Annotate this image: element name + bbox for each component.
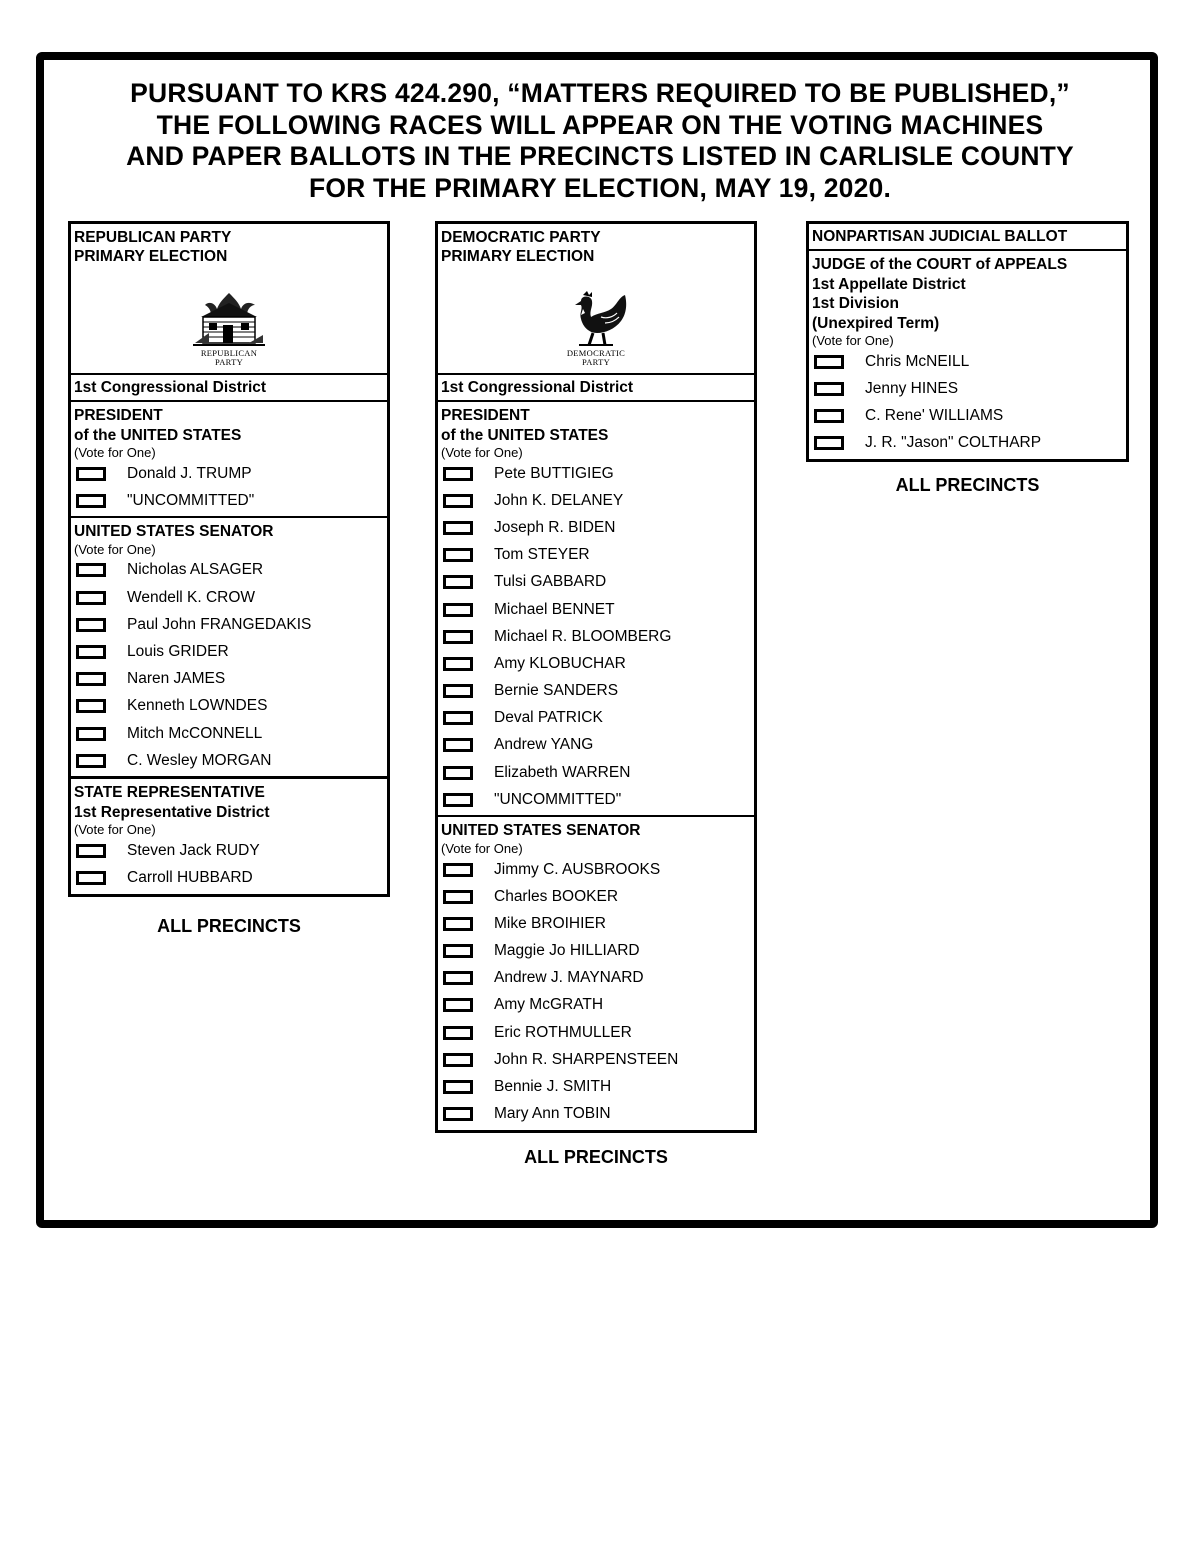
ballot-checkbox[interactable] — [814, 409, 844, 423]
candidate-name: Tom STEYER — [494, 546, 590, 564]
ballot-checkbox[interactable] — [443, 467, 473, 481]
senator-race — [71, 516, 387, 776]
candidate-name: Louis GRIDER — [127, 643, 229, 661]
ballot-header — [438, 224, 754, 266]
ballot-header: NONPARTISAN JUDICIAL BALLOT — [809, 224, 1126, 251]
vote-instruction: (Vote for One) — [74, 445, 156, 460]
ballot-checkbox[interactable] — [443, 1107, 473, 1121]
candidate-list — [74, 837, 384, 891]
vote-instruction: (Vote for One) — [74, 541, 156, 557]
republican-ballot — [68, 221, 390, 897]
race-title: UNITED STATES SENATOR — [74, 523, 274, 541]
candidate-row — [441, 569, 751, 596]
candidate-row — [441, 732, 751, 759]
candidate-name: Mike BROIHIER — [494, 914, 606, 932]
ballot-checkbox[interactable] — [443, 793, 473, 807]
candidate-name: Wendell K. CROW — [127, 588, 256, 606]
headline-line: FOR THE PRIMARY ELECTION, MAY 19, 2020. — [308, 172, 892, 203]
candidate-name: Nicholas ALSAGER — [127, 561, 264, 579]
ballot-checkbox[interactable] — [443, 1080, 473, 1094]
race-title: PRESIDENT — [74, 407, 163, 424]
candidate-name: Steven Jack RUDY — [127, 841, 260, 859]
ballot-checkbox[interactable] — [76, 871, 106, 885]
ballot-checkbox[interactable] — [76, 727, 106, 741]
candidate-row — [441, 856, 751, 883]
ballot-checkbox[interactable] — [443, 575, 473, 589]
ballot-checkbox[interactable] — [76, 618, 106, 632]
ballot-checkbox[interactable] — [443, 998, 473, 1012]
candidate-row — [74, 584, 384, 611]
log-cabin-icon — [189, 289, 269, 349]
candidate-row — [441, 487, 751, 514]
candidate-row — [441, 460, 751, 487]
candidate-name: "UNCOMMITTED" — [494, 790, 622, 808]
ballot-checkbox[interactable] — [443, 917, 473, 931]
race-title: 1st Division — [812, 295, 899, 312]
candidate-row — [441, 786, 751, 813]
candidate-row — [74, 747, 384, 774]
candidate-name: Elizabeth WARREN — [494, 763, 631, 781]
candidate-name: Charles BOOKER — [494, 887, 619, 905]
candidate-name: Tulsi GABBARD — [494, 573, 607, 591]
ballot-checkbox[interactable] — [443, 766, 473, 780]
candidate-name: Maggie Jo HILLIARD — [494, 942, 640, 960]
candidate-row — [441, 910, 751, 937]
candidate-name: Bernie SANDERS — [494, 682, 619, 700]
candidate-row — [441, 883, 751, 910]
candidate-row — [74, 666, 384, 693]
candidate-list — [441, 460, 751, 813]
election-name: PRIMARY ELECTION — [441, 248, 595, 265]
precincts-label: ALL PRECINCTS — [895, 475, 1040, 495]
notice-headline — [60, 78, 1140, 204]
ballot-checkbox[interactable] — [76, 563, 106, 577]
candidate-name: Amy McGRATH — [494, 996, 604, 1014]
emblem-caption: PARTY — [581, 357, 611, 367]
ballot-checkbox[interactable] — [76, 645, 106, 659]
race-title: 1st Representative District — [74, 803, 270, 821]
candidate-row — [441, 650, 751, 677]
ballot-checkbox[interactable] — [443, 603, 473, 617]
candidate-name: Deval PATRICK — [494, 709, 603, 727]
ballot-checkbox[interactable] — [76, 494, 106, 508]
race-title: of the UNITED STATES — [74, 426, 242, 444]
candidate-name: Bennie J. SMITH — [494, 1078, 612, 1096]
ballot-checkbox[interactable] — [443, 684, 473, 698]
race-title: UNITED STATES SENATOR — [441, 822, 641, 840]
race-title: JUDGE of the COURT of APPEALS — [812, 256, 1068, 273]
ballot-checkbox[interactable] — [443, 1026, 473, 1040]
candidate-name: Joseph R. BIDEN — [494, 518, 616, 536]
president-race — [71, 400, 387, 516]
candidate-name: Andrew YANG — [494, 736, 594, 754]
candidate-name: Kenneth LOWNDES — [127, 697, 268, 715]
candidate-row — [441, 1019, 751, 1046]
ballot-checkbox[interactable] — [443, 863, 473, 877]
candidate-row — [441, 678, 751, 705]
race-title: (Unexpired Term) — [812, 314, 940, 332]
candidate-row — [74, 557, 384, 584]
candidate-name: Paul John FRANGEDAKIS — [127, 615, 312, 633]
ballot-checkbox[interactable] — [814, 355, 844, 369]
party-name: REPUBLICAN PARTY — [74, 229, 232, 246]
ballot-checkbox[interactable] — [76, 672, 106, 686]
candidate-name: Amy KLOBUCHAR — [494, 654, 626, 672]
candidate-row — [812, 430, 1123, 457]
candidate-name: Chris McNEILL — [865, 352, 970, 370]
candidate-row — [441, 705, 751, 732]
candidate-list — [441, 856, 751, 1128]
ballot-checkbox[interactable] — [443, 944, 473, 958]
candidate-row — [74, 693, 384, 720]
candidate-name: Eric ROTHMULLER — [494, 1023, 632, 1041]
candidate-row — [74, 837, 384, 864]
district-label: 1st Congressional District — [438, 373, 754, 400]
candidate-row — [812, 402, 1123, 429]
candidate-name: Jimmy C. AUSBROOKS — [494, 860, 661, 878]
ballot-checkbox[interactable] — [443, 521, 473, 535]
emblem-caption: REPUBLICAN — [200, 348, 258, 358]
candidate-row — [441, 514, 751, 541]
candidate-list — [812, 348, 1123, 457]
ballot-checkbox[interactable] — [76, 754, 106, 768]
ballot-checkbox[interactable] — [443, 890, 473, 904]
judicial-ballot — [806, 221, 1129, 462]
ballot-checkbox[interactable] — [443, 1053, 473, 1067]
candidate-name: Donald J. TRUMP — [127, 464, 252, 482]
candidate-name: Naren JAMES — [127, 670, 226, 688]
candidate-row — [441, 965, 751, 992]
race-title: STATE REPRESENTATIVE — [74, 784, 265, 802]
ballot-checkbox[interactable] — [443, 971, 473, 985]
candidate-list — [74, 557, 384, 775]
candidate-name: C. Wesley MORGAN — [127, 751, 272, 769]
candidate-row — [812, 348, 1123, 375]
race-title: PRESIDENT — [441, 407, 530, 424]
ballot-checkbox[interactable] — [76, 591, 106, 605]
candidate-name: John R. SHARPENSTEEN — [494, 1050, 679, 1068]
republican-emblem — [71, 266, 387, 373]
candidate-name: Mitch McCONNELL — [127, 724, 263, 742]
candidate-list — [74, 460, 384, 514]
candidate-row — [441, 596, 751, 623]
headline-line: AND PAPER BALLOTS IN THE PRECINCTS LISTED IN CARLISLE COUNTY — [126, 141, 1074, 171]
vote-instruction: (Vote for One) — [74, 822, 156, 838]
candidate-row — [74, 487, 384, 514]
candidate-name: Jenny HINES — [865, 379, 959, 397]
candidate-row — [74, 611, 384, 638]
democratic-emblem — [438, 266, 754, 373]
candidate-row — [74, 460, 384, 487]
ballot-checkbox[interactable] — [76, 844, 106, 858]
ballot-checkbox[interactable] — [814, 382, 844, 396]
ballot-header — [71, 224, 387, 266]
vote-instruction: (Vote for One) — [812, 333, 894, 348]
ballot-checkbox[interactable] — [814, 436, 844, 450]
candidate-row — [812, 375, 1123, 402]
candidate-name: Andrew J. MAYNARD — [494, 969, 644, 987]
candidate-row — [441, 1073, 751, 1100]
ballot-checkbox[interactable] — [443, 657, 473, 671]
headline-line: THE FOLLOWING RACES WILL APPEAR ON THE VOTING MACHINES — [156, 109, 1044, 140]
district-label: 1st Congressional District — [71, 373, 387, 400]
candidate-name: J. R. "Jason" COLTHARP — [865, 434, 1042, 452]
precincts-label: ALL PRECINCTS — [524, 1147, 668, 1167]
candidate-name: "UNCOMMITTED" — [127, 491, 255, 509]
vote-instruction: (Vote for One) — [441, 445, 523, 460]
judge-race — [809, 251, 1126, 459]
race-title: 1st Appellate District — [812, 275, 966, 293]
candidate-name: Michael R. BLOOMBERG — [494, 627, 672, 645]
candidate-row — [74, 720, 384, 747]
ballot-checkbox[interactable] — [443, 494, 473, 508]
emblem-caption: PARTY — [214, 357, 244, 367]
candidate-row — [441, 992, 751, 1019]
candidate-row — [441, 759, 751, 786]
election-name: PRIMARY ELECTION — [74, 248, 228, 265]
candidate-row — [74, 865, 384, 892]
ballot-checkbox[interactable] — [443, 630, 473, 644]
ballot-checkbox[interactable] — [76, 699, 106, 713]
ballot-checkbox[interactable] — [443, 738, 473, 752]
candidate-row — [74, 638, 384, 665]
vote-instruction: (Vote for One) — [441, 840, 523, 856]
candidate-name: Carroll HUBBARD — [127, 869, 253, 887]
race-title: of the UNITED STATES — [441, 426, 609, 444]
candidate-name: Michael BENNET — [494, 600, 615, 618]
ballot-checkbox[interactable] — [443, 711, 473, 725]
democratic-ballot — [435, 221, 757, 1133]
emblem-caption: DEMOCRATIC — [566, 348, 626, 358]
ballot-checkbox[interactable] — [443, 548, 473, 562]
candidate-name: C. Rene' WILLIAMS — [865, 406, 1004, 424]
senator-race — [438, 815, 754, 1129]
candidate-name: Pete BUTTIGIEG — [494, 464, 614, 482]
precincts-label: ALL PRECINCTS — [157, 916, 301, 936]
party-name: DEMOCRATIC PARTY — [441, 229, 601, 246]
candidate-row — [441, 938, 751, 965]
ballot-checkbox[interactable] — [76, 467, 106, 481]
candidate-row — [441, 623, 751, 650]
candidate-row — [441, 1046, 751, 1073]
candidate-name: Mary Ann TOBIN — [494, 1105, 611, 1123]
candidate-row — [441, 542, 751, 569]
headline-line: PURSUANT TO KRS 424.290, “MATTERS REQUIRED TO BE PUBLISHED,” — [130, 78, 1070, 108]
state-representative-race — [71, 776, 387, 893]
rooster-icon — [561, 287, 631, 349]
candidate-name: John K. DELANEY — [494, 491, 624, 509]
president-race — [438, 400, 754, 815]
candidate-row — [441, 1101, 751, 1128]
